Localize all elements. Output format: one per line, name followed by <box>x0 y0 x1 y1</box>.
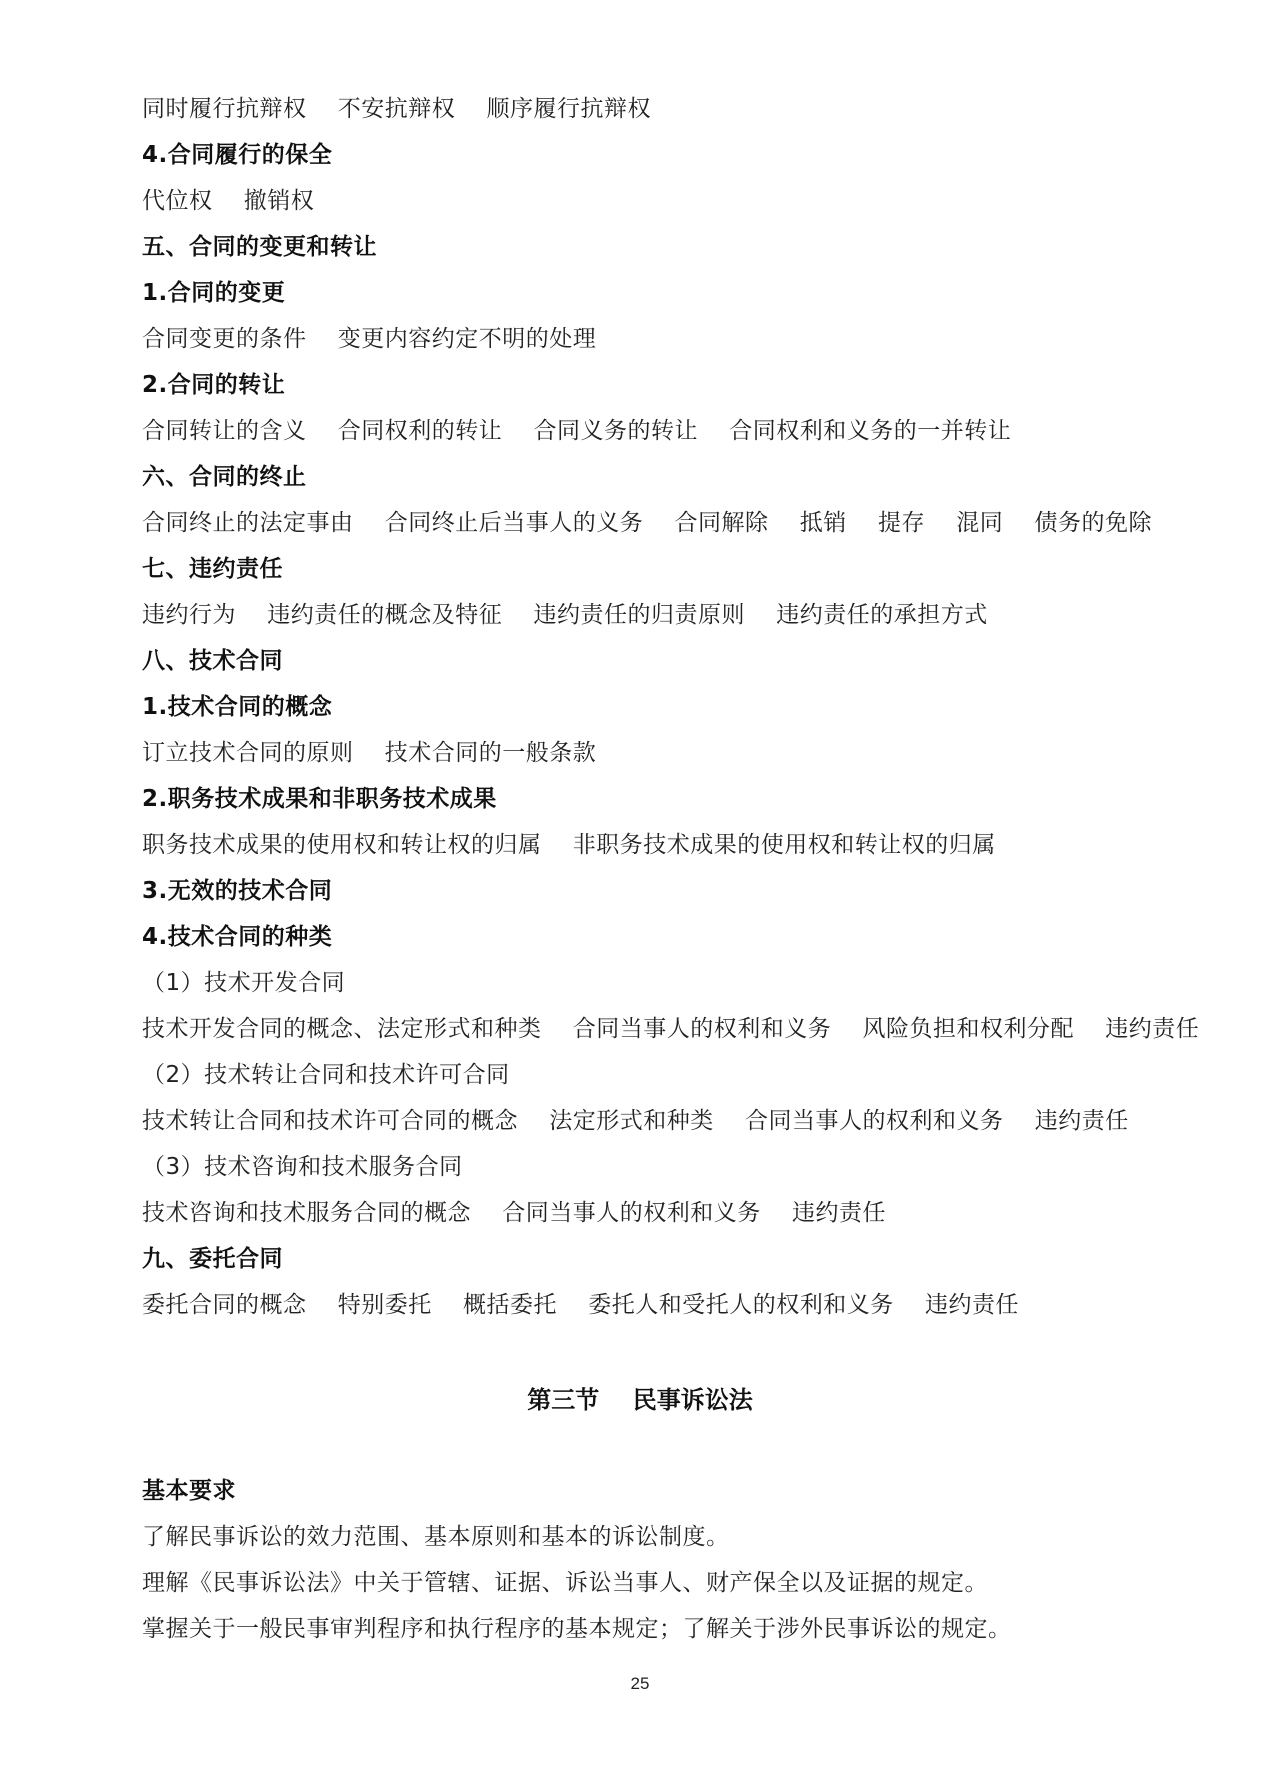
outline-heading: 六、合同的终止 <box>142 464 307 490</box>
outline-line: 技术转让合同和技术许可合同的概念 法定形式和种类 合同当事人的权利和义务 违约责任 <box>142 1108 1129 1134</box>
requirement-item: 了解民事诉讼的效力范围、基本原则和基本的诉讼制度。 <box>142 1524 730 1550</box>
outline-numbered-item: （3）技术咨询和技术服务合同 <box>142 1154 463 1180</box>
outline-content <box>142 86 1200 1328</box>
outline-subheading: 2.合同的转让 <box>142 372 286 398</box>
outline-line: 委托合同的概念 特别委托 概括委托 委托人和受托人的权利和义务 违约责任 <box>142 1292 1019 1318</box>
outline-subheading: 1.技术合同的概念 <box>142 694 333 720</box>
outline-line: 合同转让的含义 合同权利的转让 合同义务的转让 合同权利和义务的一并转让 <box>142 418 1012 444</box>
outline-heading: 八、技术合同 <box>142 648 283 674</box>
outline-subheading: 2.职务技术成果和非职务技术成果 <box>142 786 497 812</box>
outline-subheading: 4.技术合同的种类 <box>142 924 333 950</box>
outline-line: 技术咨询和技术服务合同的概念 合同当事人的权利和义务 违约责任 <box>142 1200 886 1226</box>
requirements-heading: 基本要求 <box>142 1478 236 1504</box>
outline-subheading: 3.无效的技术合同 <box>142 878 333 904</box>
outline-line: 合同变更的条件 变更内容约定不明的处理 <box>142 326 597 352</box>
requirement-item: 掌握关于一般民事审判程序和执行程序的基本规定；了解关于涉外民事诉讼的规定。 <box>142 1616 1012 1642</box>
outline-subheading: 4.合同履行的保全 <box>142 142 333 168</box>
requirement-item: 理解《民事诉讼法》中关于管辖、证据、诉讼当事人、财产保全以及证据的规定。 <box>142 1570 988 1596</box>
outline-numbered-item: （2）技术转让合同和技术许可合同 <box>142 1062 510 1088</box>
outline-heading: 九、委托合同 <box>142 1246 283 1272</box>
outline-heading: 七、违约责任 <box>142 556 283 582</box>
outline-heading: 五、合同的变更和转让 <box>142 234 377 260</box>
page-number: 25 <box>630 1674 650 1693</box>
outline-line: 职务技术成果的使用权和转让权的归属 非职务技术成果的使用权和转让权的归属 <box>142 832 996 858</box>
outline-numbered-item: （1）技术开发合同 <box>142 970 346 996</box>
outline-line: 订立技术合同的原则 技术合同的一般条款 <box>142 740 597 766</box>
outline-line: 合同终止的法定事由 合同终止后当事人的义务 合同解除 抵销 提存 混同 债务的免除 <box>142 510 1152 536</box>
outline-line: 同时履行抗辩权 不安抗辩权 顺序履行抗辩权 <box>142 96 651 122</box>
requirements-block <box>142 1468 1182 1652</box>
section-title: 第三节 民事诉讼法 <box>527 1386 753 1414</box>
outline-line: 违约行为 违约责任的概念及特征 违约责任的归责原则 违约责任的承担方式 <box>142 602 988 628</box>
outline-line: 技术开发合同的概念、法定形式和种类 合同当事人的权利和义务 风险负担和权利分配 违约责任 <box>142 1016 1200 1042</box>
outline-line: 代位权 撤销权 <box>142 188 315 214</box>
outline-subheading: 1.合同的变更 <box>142 280 286 306</box>
